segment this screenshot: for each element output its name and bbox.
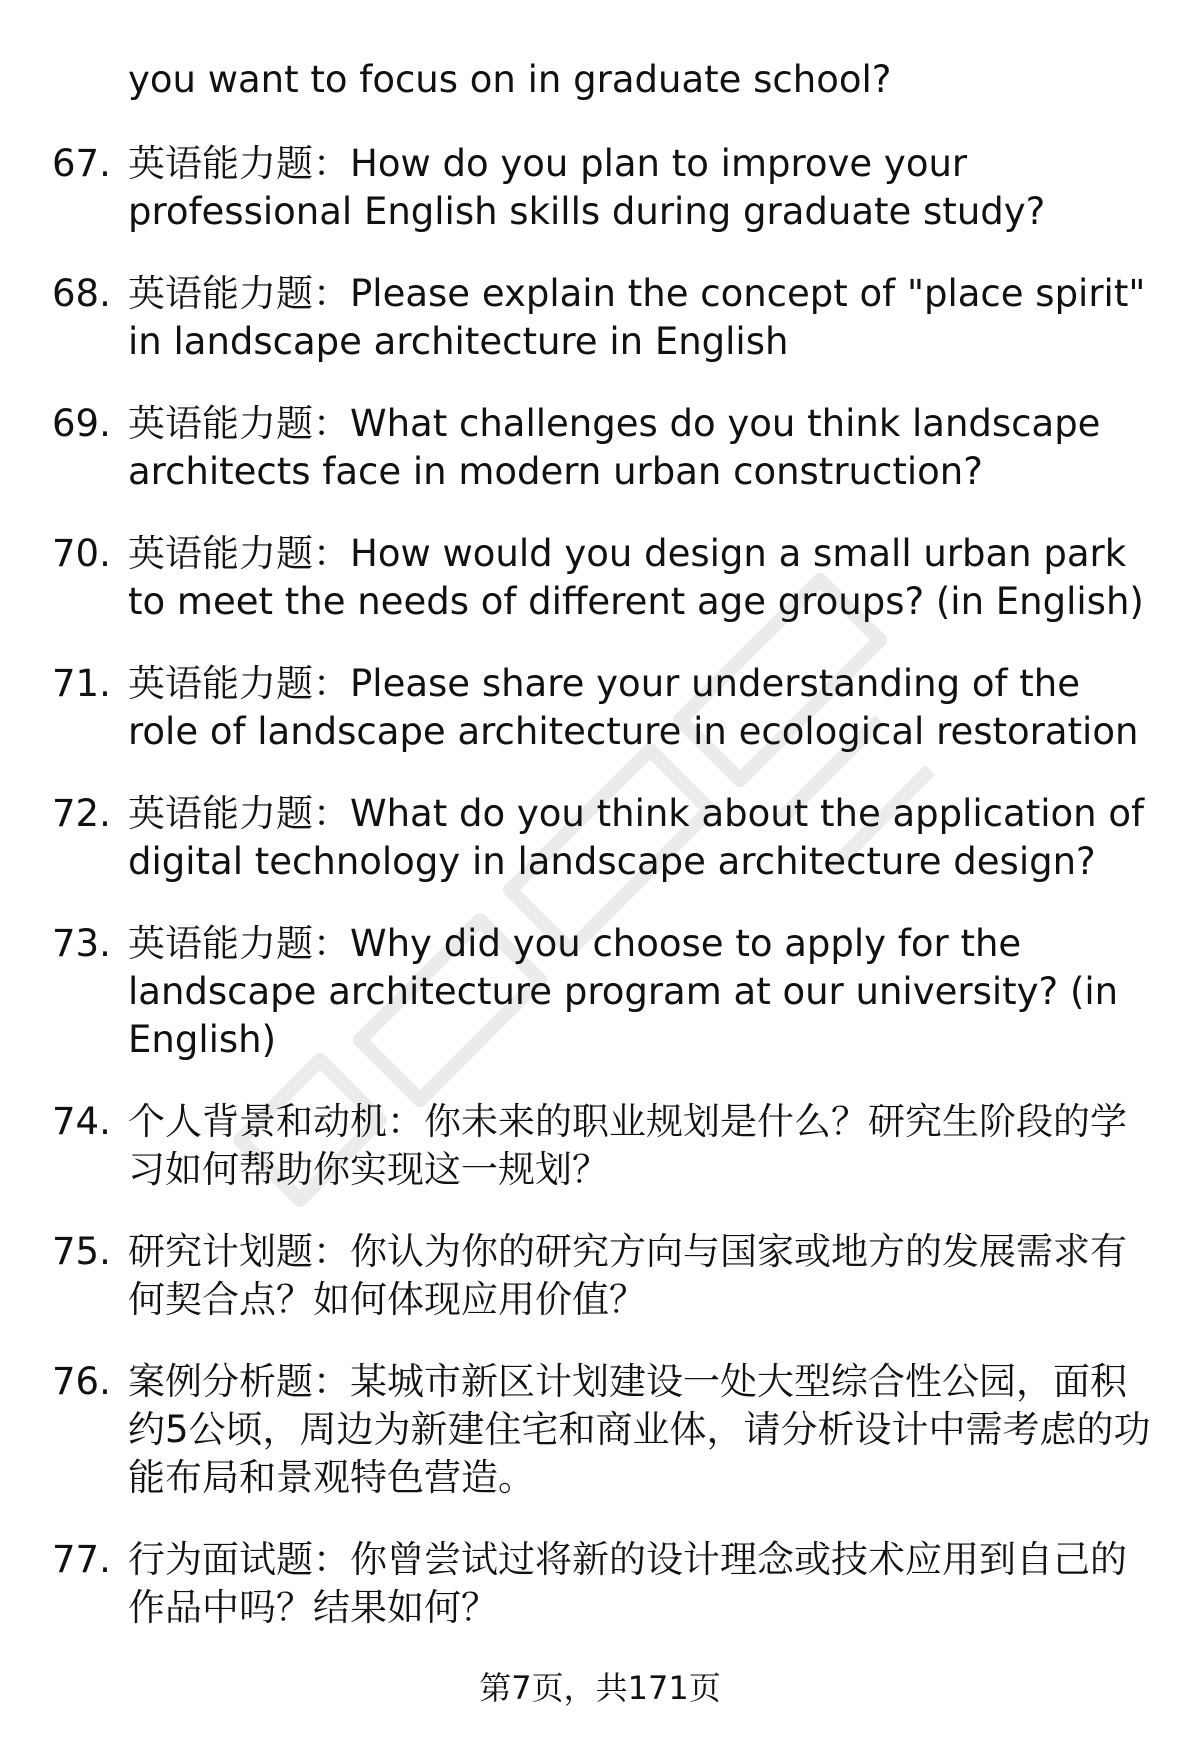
question-item (0, 530, 1200, 626)
question-text: 英语能力题：Please share your understanding of the role of landscape architecture in ecological restoration (128, 662, 1139, 753)
question-number: 73. (52, 922, 111, 965)
question-text: 英语能力题：Please explain the concept of "place spirit" in landscape architecture in English (128, 272, 1146, 363)
question-number: 68. (52, 272, 111, 315)
question-text: 英语能力题：What do you think about the application of digital technology in landscape architecture design? (128, 792, 1145, 883)
question-item (0, 660, 1200, 756)
question-list (0, 140, 1200, 1666)
question-item (0, 790, 1200, 886)
question-number: 77. (52, 1538, 111, 1581)
question-item (0, 140, 1200, 236)
question-text: 英语能力题：How do you plan to improve your professional English skills during graduate study? (128, 142, 1046, 233)
question-text: 案例分析题：某城市新区计划建设一处大型综合性公园，面积约5公顷，周边为新建住宅和商业体，请分析设计中需考虑的功能布局和景观特色营造。 (128, 1360, 1151, 1499)
question-item (0, 1536, 1200, 1632)
question-item (0, 1098, 1200, 1194)
question-text: 英语能力题：What challenges do you think landscape architects face in modern urban construction? (128, 402, 1101, 493)
question-text: 个人背景和动机：你未来的职业规划是什么？研究生阶段的学习如何帮助你实现这一规划？ (128, 1100, 1127, 1191)
question-number: 76. (52, 1360, 111, 1403)
page-footer: 第7页，共171页 (479, 1669, 721, 1707)
question-number: 67. (52, 142, 111, 185)
question-text: 行为面试题：你曾尝试过将新的设计理念或技术应用到自己的作品中吗？结果如何？ (128, 1538, 1127, 1629)
question-item (0, 1228, 1200, 1324)
question-text: 研究计划题：你认为你的研究方向与国家或地方的发展需求有何契合点？如何体现应用价值？ (128, 1230, 1127, 1321)
question-text: 英语能力题：How would you design a small urban park to meet the needs of different age groups? (in English) (128, 532, 1144, 623)
question-text: 英语能力题：Why did you choose to apply for the landscape architecture program at our university? (in English) (128, 922, 1119, 1061)
continuation-text: you want to focus on in graduate school? (128, 58, 892, 101)
question-item (0, 270, 1200, 366)
question-number: 74. (52, 1100, 111, 1143)
question-item (0, 400, 1200, 496)
question-item (0, 920, 1200, 1064)
question-number: 70. (52, 532, 111, 575)
question-number: 71. (52, 662, 111, 705)
question-number: 69. (52, 402, 111, 445)
question-item (0, 1358, 1200, 1502)
question-number: 75. (52, 1230, 111, 1273)
question-number: 72. (52, 792, 111, 835)
